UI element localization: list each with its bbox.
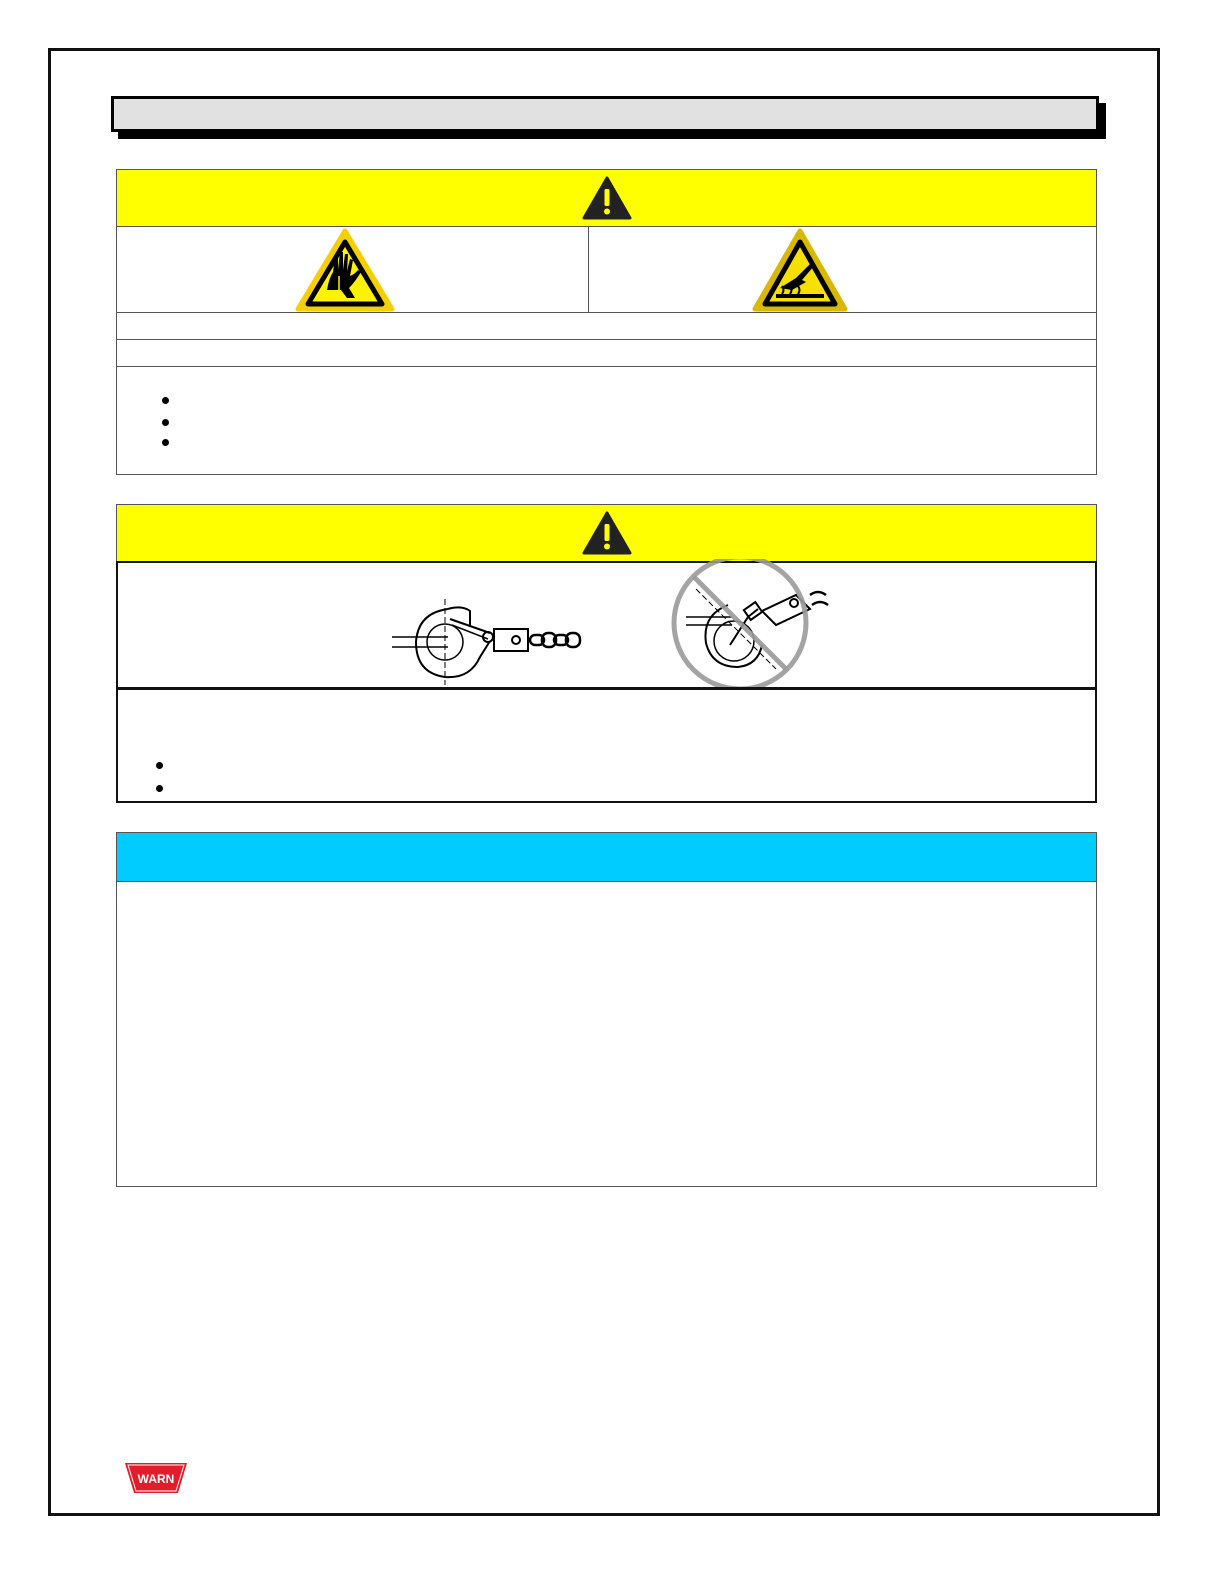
warning-bullet-cell xyxy=(116,688,1097,803)
hot-surface-icon xyxy=(752,228,848,312)
warning-header xyxy=(116,504,1097,562)
bullet xyxy=(156,762,163,769)
hook-latch-correct-icon xyxy=(390,597,590,687)
warning-bullet-cell xyxy=(116,366,1097,475)
warning-icon xyxy=(582,176,632,220)
warning-text-row-2 xyxy=(116,339,1097,367)
bullet xyxy=(162,419,169,426)
bullet xyxy=(156,785,163,792)
bullet xyxy=(162,439,169,446)
warning-icon xyxy=(582,511,632,555)
hand-crush-icon xyxy=(295,228,395,312)
hazard-icon-cell-right xyxy=(588,226,1097,313)
section-title-bar xyxy=(111,96,1099,132)
warning-header xyxy=(116,169,1097,227)
bullet xyxy=(162,397,169,404)
warning-box-1 xyxy=(116,169,1097,475)
warning-box-2 xyxy=(116,504,1097,803)
logo-text: WARN xyxy=(137,1472,175,1486)
notice-header xyxy=(116,832,1097,882)
notice-body xyxy=(116,881,1097,1187)
hazard-icon-cell-left xyxy=(116,226,589,313)
hook-illustration-cell xyxy=(116,561,1097,689)
hook-latch-prohibited-icon xyxy=(666,559,836,687)
warning-text-row-1 xyxy=(116,312,1097,340)
warn-logo xyxy=(124,1462,188,1494)
notice-box xyxy=(116,832,1097,1187)
